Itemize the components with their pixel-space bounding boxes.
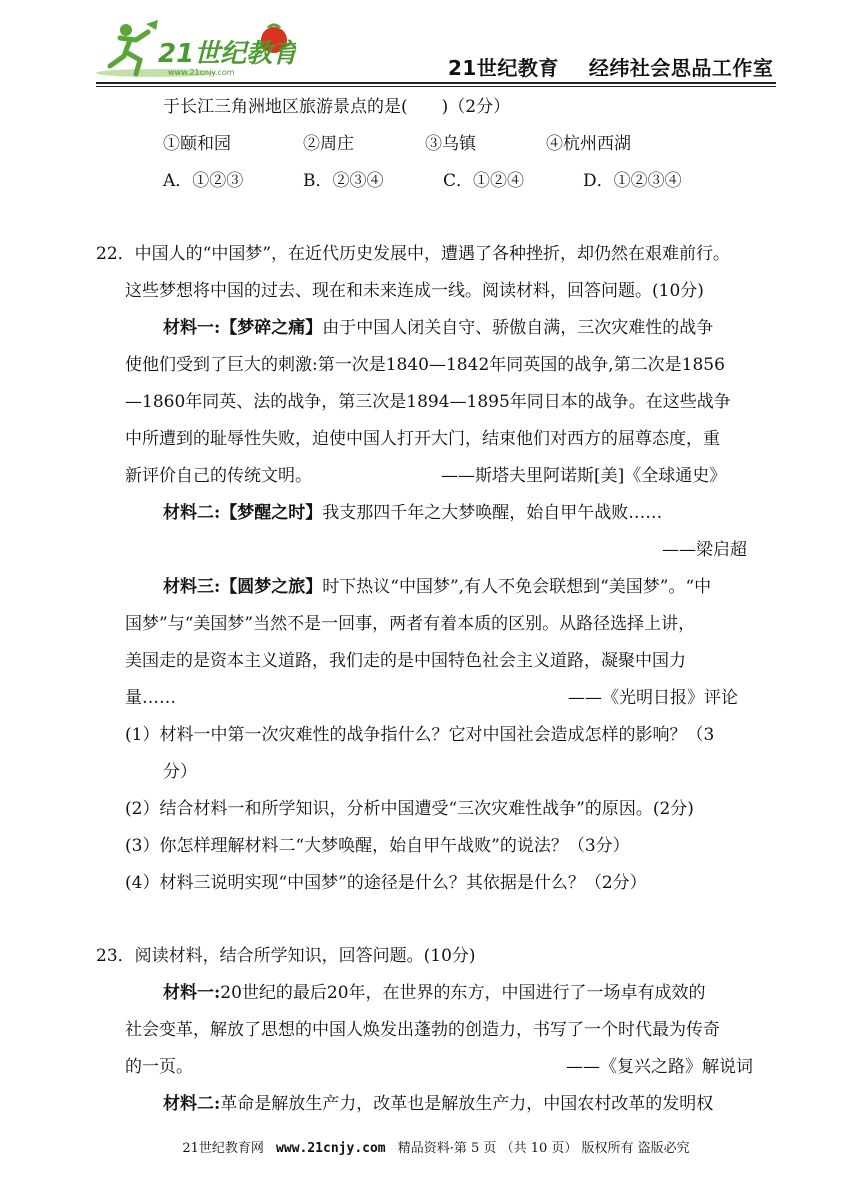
header-rule: [96, 82, 776, 84]
q23-material1-source: ——《复兴之路》解说词: [566, 1057, 753, 1077]
q22-material1-line2: 使他们受到了巨大的刺激:第一次是1840—1842年同英国的战争,第二次是1856: [125, 355, 725, 375]
q22-material3-line4: 量……: [125, 688, 176, 708]
header-rule-thin: [96, 86, 776, 87]
q22-material1-line4: 中所遭到的耻辱性失败，迫使中国人打开大门，结束他们对西方的屈尊态度，重: [125, 429, 720, 449]
q22-sub1-line1: (1）材料一中第一次灾难性的战争指什么？它对中国社会造成怎样的影响？（3: [125, 725, 715, 745]
header-org: 21世纪教育: [448, 56, 559, 80]
site-logo: [96, 18, 296, 82]
q22-material1-line3: —1860年同英、法的战争，第三次是1894—1895年同日本的战争。在这些战争: [125, 392, 731, 412]
q23-material1-line2: 社会变革，解放了思想的中国人焕发出蓬勃的创造力，书写了一个时代最为传奇: [125, 1020, 720, 1040]
q22-sub1-line2: 分）: [163, 762, 197, 782]
footer-url[interactable]: www.21cnjy.com: [276, 1141, 386, 1156]
q22-sub2: (2）结合材料一和所学知识，分析中国遭受“三次灾难性战争”的原因。(2分): [125, 799, 694, 819]
q22-material2-line1: 材料二:【梦醒之时】我支那四千年之大梦唤醒，始自甲午战败……: [163, 503, 663, 523]
footer-pages: 精品资料·第 5 页 （共 10 页） 版权所有 盗版必究: [397, 1141, 690, 1156]
q22-material2-source: ——梁启超: [662, 540, 747, 560]
q22-sub4: (4）材料三说明实现“中国梦”的途径是什么？其依据是什么？（2分）: [125, 873, 647, 893]
q22-material1-label: 材料一:【梦碎之痛】: [163, 318, 323, 338]
q23-material1-line3: 的一页。: [125, 1057, 193, 1077]
q21-item-3: ③乌镇: [425, 134, 476, 154]
q22-material1-line1: 材料一:【梦碎之痛】由于中国人闭关自守、骄傲自满，三次灾难性的战争: [163, 318, 714, 338]
q21-stem: 于长江三角洲地区旅游景点的是( )（2分）: [163, 97, 511, 117]
q23-material2-label: 材料二:: [163, 1094, 221, 1114]
q22-material1-line5: 新评价自己的传统文明。: [125, 466, 312, 486]
q23-stem: 23．阅读材料，结合所学知识，回答问题。(10分): [96, 946, 476, 966]
q22-material2-label: 材料二:【梦醒之时】: [163, 503, 323, 523]
header-title: [448, 52, 773, 81]
q21-option-b: B．②③④: [303, 171, 384, 191]
q22-material1-source: ——斯塔夫里阿诺斯[美]《全球通史》: [441, 466, 727, 486]
q22-material3-line1: 材料三:【圆梦之旅】时下热议“中国梦”,有人不免会联想到“美国梦”。“中: [163, 577, 712, 597]
q22-sub3: (3）你怎样理解材料二“大梦唤醒，始自甲午战败”的说法？（3分）: [125, 836, 630, 856]
svg-text:21世纪教育: 21世纪教育: [158, 39, 296, 69]
q21-option-c: C．①②④: [443, 171, 525, 191]
logo-runner-icon: [96, 18, 296, 82]
q23-material1-line1: 材料一:20世纪的最后20年，在世界的东方，中国进行了一场卓有成效的: [163, 983, 706, 1003]
q21-option-d: D．①②③④: [583, 171, 682, 191]
q21-item-4: ④杭州西湖: [546, 134, 631, 154]
q21-option-a: A．①②③: [163, 171, 244, 191]
q22-material3-label: 材料三:【圆梦之旅】: [163, 577, 323, 597]
svg-text:www.21cnjy.com: www.21cnjy.com: [168, 68, 235, 77]
page-footer: [96, 1137, 776, 1156]
q22-stem-line1: 22．中国人的“中国梦”，在近代历史发展中，遭遇了各种挫折，却仍然在艰难前行。: [96, 244, 731, 264]
q22-material3-line3: 美国走的是资本主义道路，我们走的是中国特色社会主义道路，凝聚中国力: [125, 651, 686, 671]
q22-material3-line2: 国梦”与“美国梦”当然不是一回事，两者有着本质的区别。从路径选择上讲，: [125, 614, 696, 634]
footer-site: 21世纪教育网: [182, 1141, 264, 1156]
header-studio: 经纬社会思品工作室: [588, 56, 774, 80]
q22-stem-line2: 这些梦想将中国的过去、现在和未来连成一线。阅读材料，回答问题。(10分): [125, 281, 704, 301]
q22-material3-source: ——《光明日报》评论: [568, 688, 738, 708]
q23-material1-label: 材料一:: [163, 983, 221, 1003]
q21-item-2: ②周庄: [303, 134, 354, 154]
q23-material2-line1: 材料二:革命是解放生产力，改革也是解放生产力，中国农村改革的发明权: [163, 1094, 714, 1114]
q21-item-1: ①颐和园: [163, 134, 231, 154]
